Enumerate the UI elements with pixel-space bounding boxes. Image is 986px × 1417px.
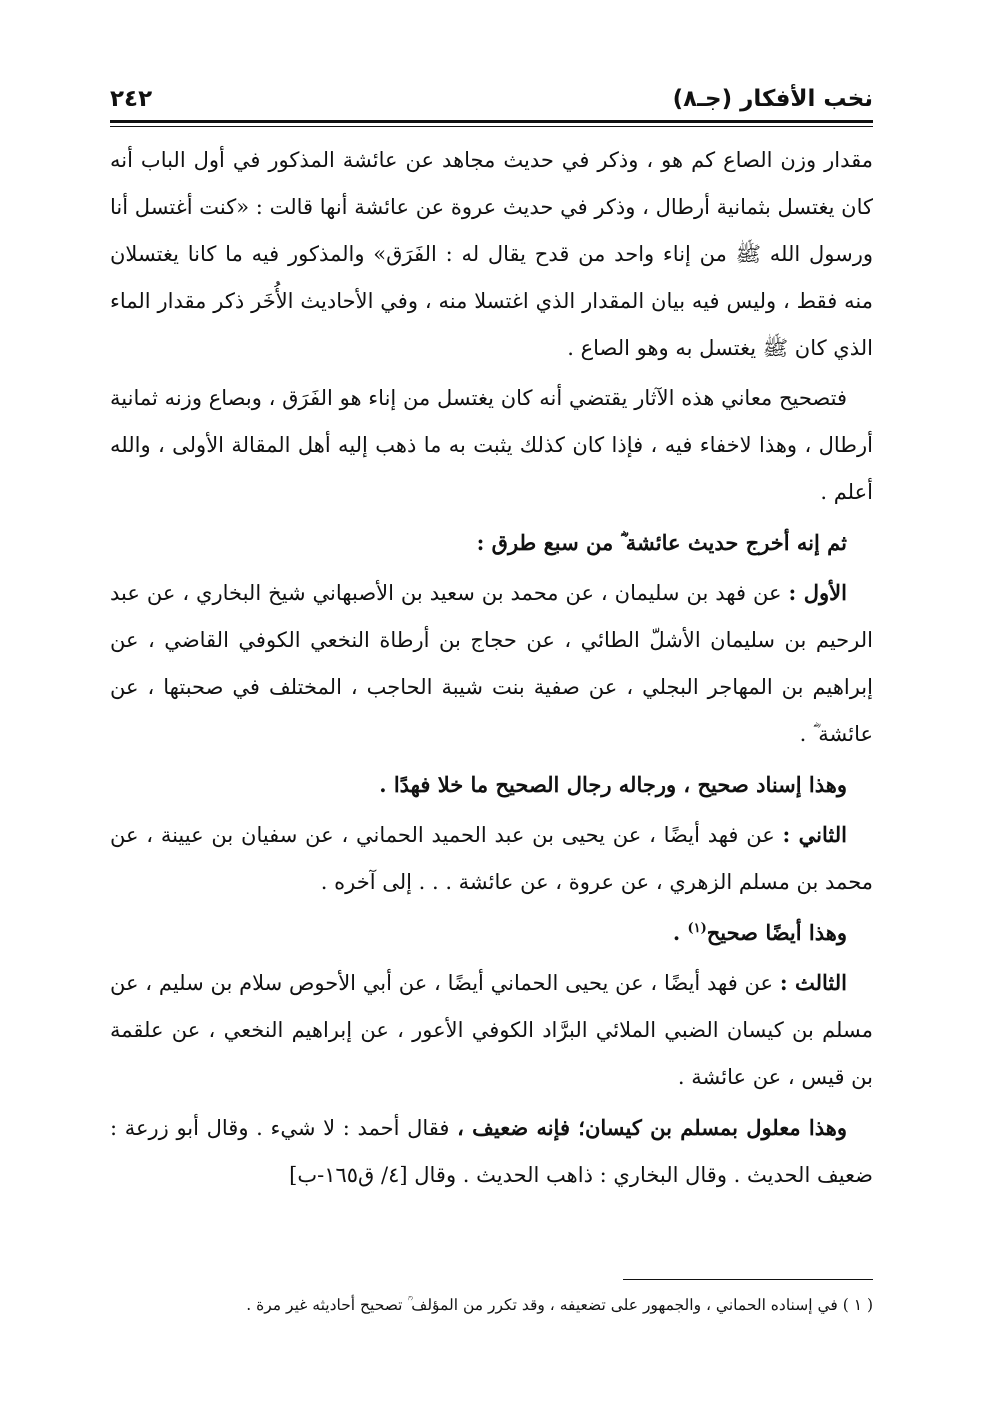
main-text	[110, 137, 873, 1199]
book-page	[110, 72, 873, 1377]
second-verdict-text: وهذا أيضًا صحيح	[706, 920, 847, 945]
book-title: نخب الأفكار (جـ٨)	[672, 86, 873, 112]
header-rule-thin	[110, 126, 873, 127]
paragraph-third-route	[110, 959, 873, 1101]
third-verdict-bold: وهذا معلول بمسلم بن كيسان؛ فإنه ضعيف ،	[457, 1115, 848, 1140]
paragraph-conclusion: فتصحيح معاني هذه الآثار يقتضي أنه كان يغتسل من إناء هو الفَرَق ، وبصاع وزنه ثمانية أرطال ، وهذا لاخفاء فيه ، فإذا كان كذلك يثبت به ما ذهب إليه أهل المقالة الأولى ، والله أعلم .	[110, 386, 873, 504]
footnote-marker: (١)	[687, 921, 707, 936]
paragraph-third-verdict	[110, 1104, 873, 1199]
first-route-text: عن فهد بن سليمان ، عن محمد بن سعيد بن الأصبهاني شيخ البخاري ، عن عبد الرحيم بن سليمان الأشلّ الطائي ، عن حجاج بن أرطاة النخعي الكوفي القاضي ، عن إبراهيم بن المهاجر البجلي ، عن صفية بنت شيبة الحاجب ، المختلف في صحبتها ، عن عائشة ؓ .	[110, 581, 873, 746]
page-header	[110, 72, 873, 112]
paragraph-first-route	[110, 569, 873, 758]
second-verdict-end: .	[672, 920, 688, 945]
first-route-label: الأول :	[788, 580, 847, 605]
section-heading: ثم إنه أخرج حديث عائشة ؓ من سبع طرق :	[476, 530, 847, 555]
footnote-separator	[623, 1279, 873, 1280]
paragraph-continuation: مقدار وزن الصاع كم هو ، وذكر في حديث مجاهد عن عائشة المذكور في أول الباب أنه كان يغتسل بثمانية أرطال ، وذكر في حديث عروة عن عائشة أنها قالت : «كنت أغتسل أنا ورسول الله ﷺ من إناء واحد من قدح يقال له : الفَرَق» والمذكور فيه ما كانا يغتسلان منه فقط ، وليس فيه بيان المقدار الذي اغتسلا منه ، وفي الأحاديث الأُخَر ذكر مقدار الماء الذي كان ﷺ يغتسل به وهو الصاع .	[110, 148, 873, 360]
second-route-text: عن فهد أيضًا ، عن يحيى بن عبد الحميد الحماني ، عن سفيان بن عيينة ، عن محمد بن مسلم الزهري ، عن عروة ، عن عائشة . . . إلى آخره .	[110, 823, 873, 894]
third-verdict-text: فقال أحمد : لا شيء . وقال أبو زرعة : ضعيف الحديث . وقال البخاري : ذاهب الحديث . وقال [٤/ ق١٦٥-ب]	[110, 1116, 873, 1187]
paragraph-second-route	[110, 811, 873, 906]
second-route-verdict	[110, 909, 873, 956]
second-route-label: الثاني :	[782, 822, 847, 847]
page-number: ٢٤٢	[110, 86, 153, 112]
header-rule-thick	[110, 120, 873, 123]
footnote: ( ١ ) في إسناده الحماني ، والجمهور على تضعيفه ، وقد تكرر من المؤلف ؒ تصحيح أحاديثه غير مرة .	[246, 1296, 873, 1314]
first-route-verdict: وهذا إسناد صحيح ، ورجاله رجال الصحيح ما خلا فهدًا .	[379, 772, 847, 797]
third-route-text: عن فهد أيضًا ، عن يحيى الحماني أيضًا ، عن أبي الأحوص سلام بن سليم ، عن مسلم بن كيسان الضبي الملائي البرَّاد الكوفي الأعور ، عن إبراهيم النخعي ، عن علقمة بن قيس ، عن عائشة .	[110, 971, 873, 1089]
third-route-label: الثالث :	[779, 970, 847, 995]
